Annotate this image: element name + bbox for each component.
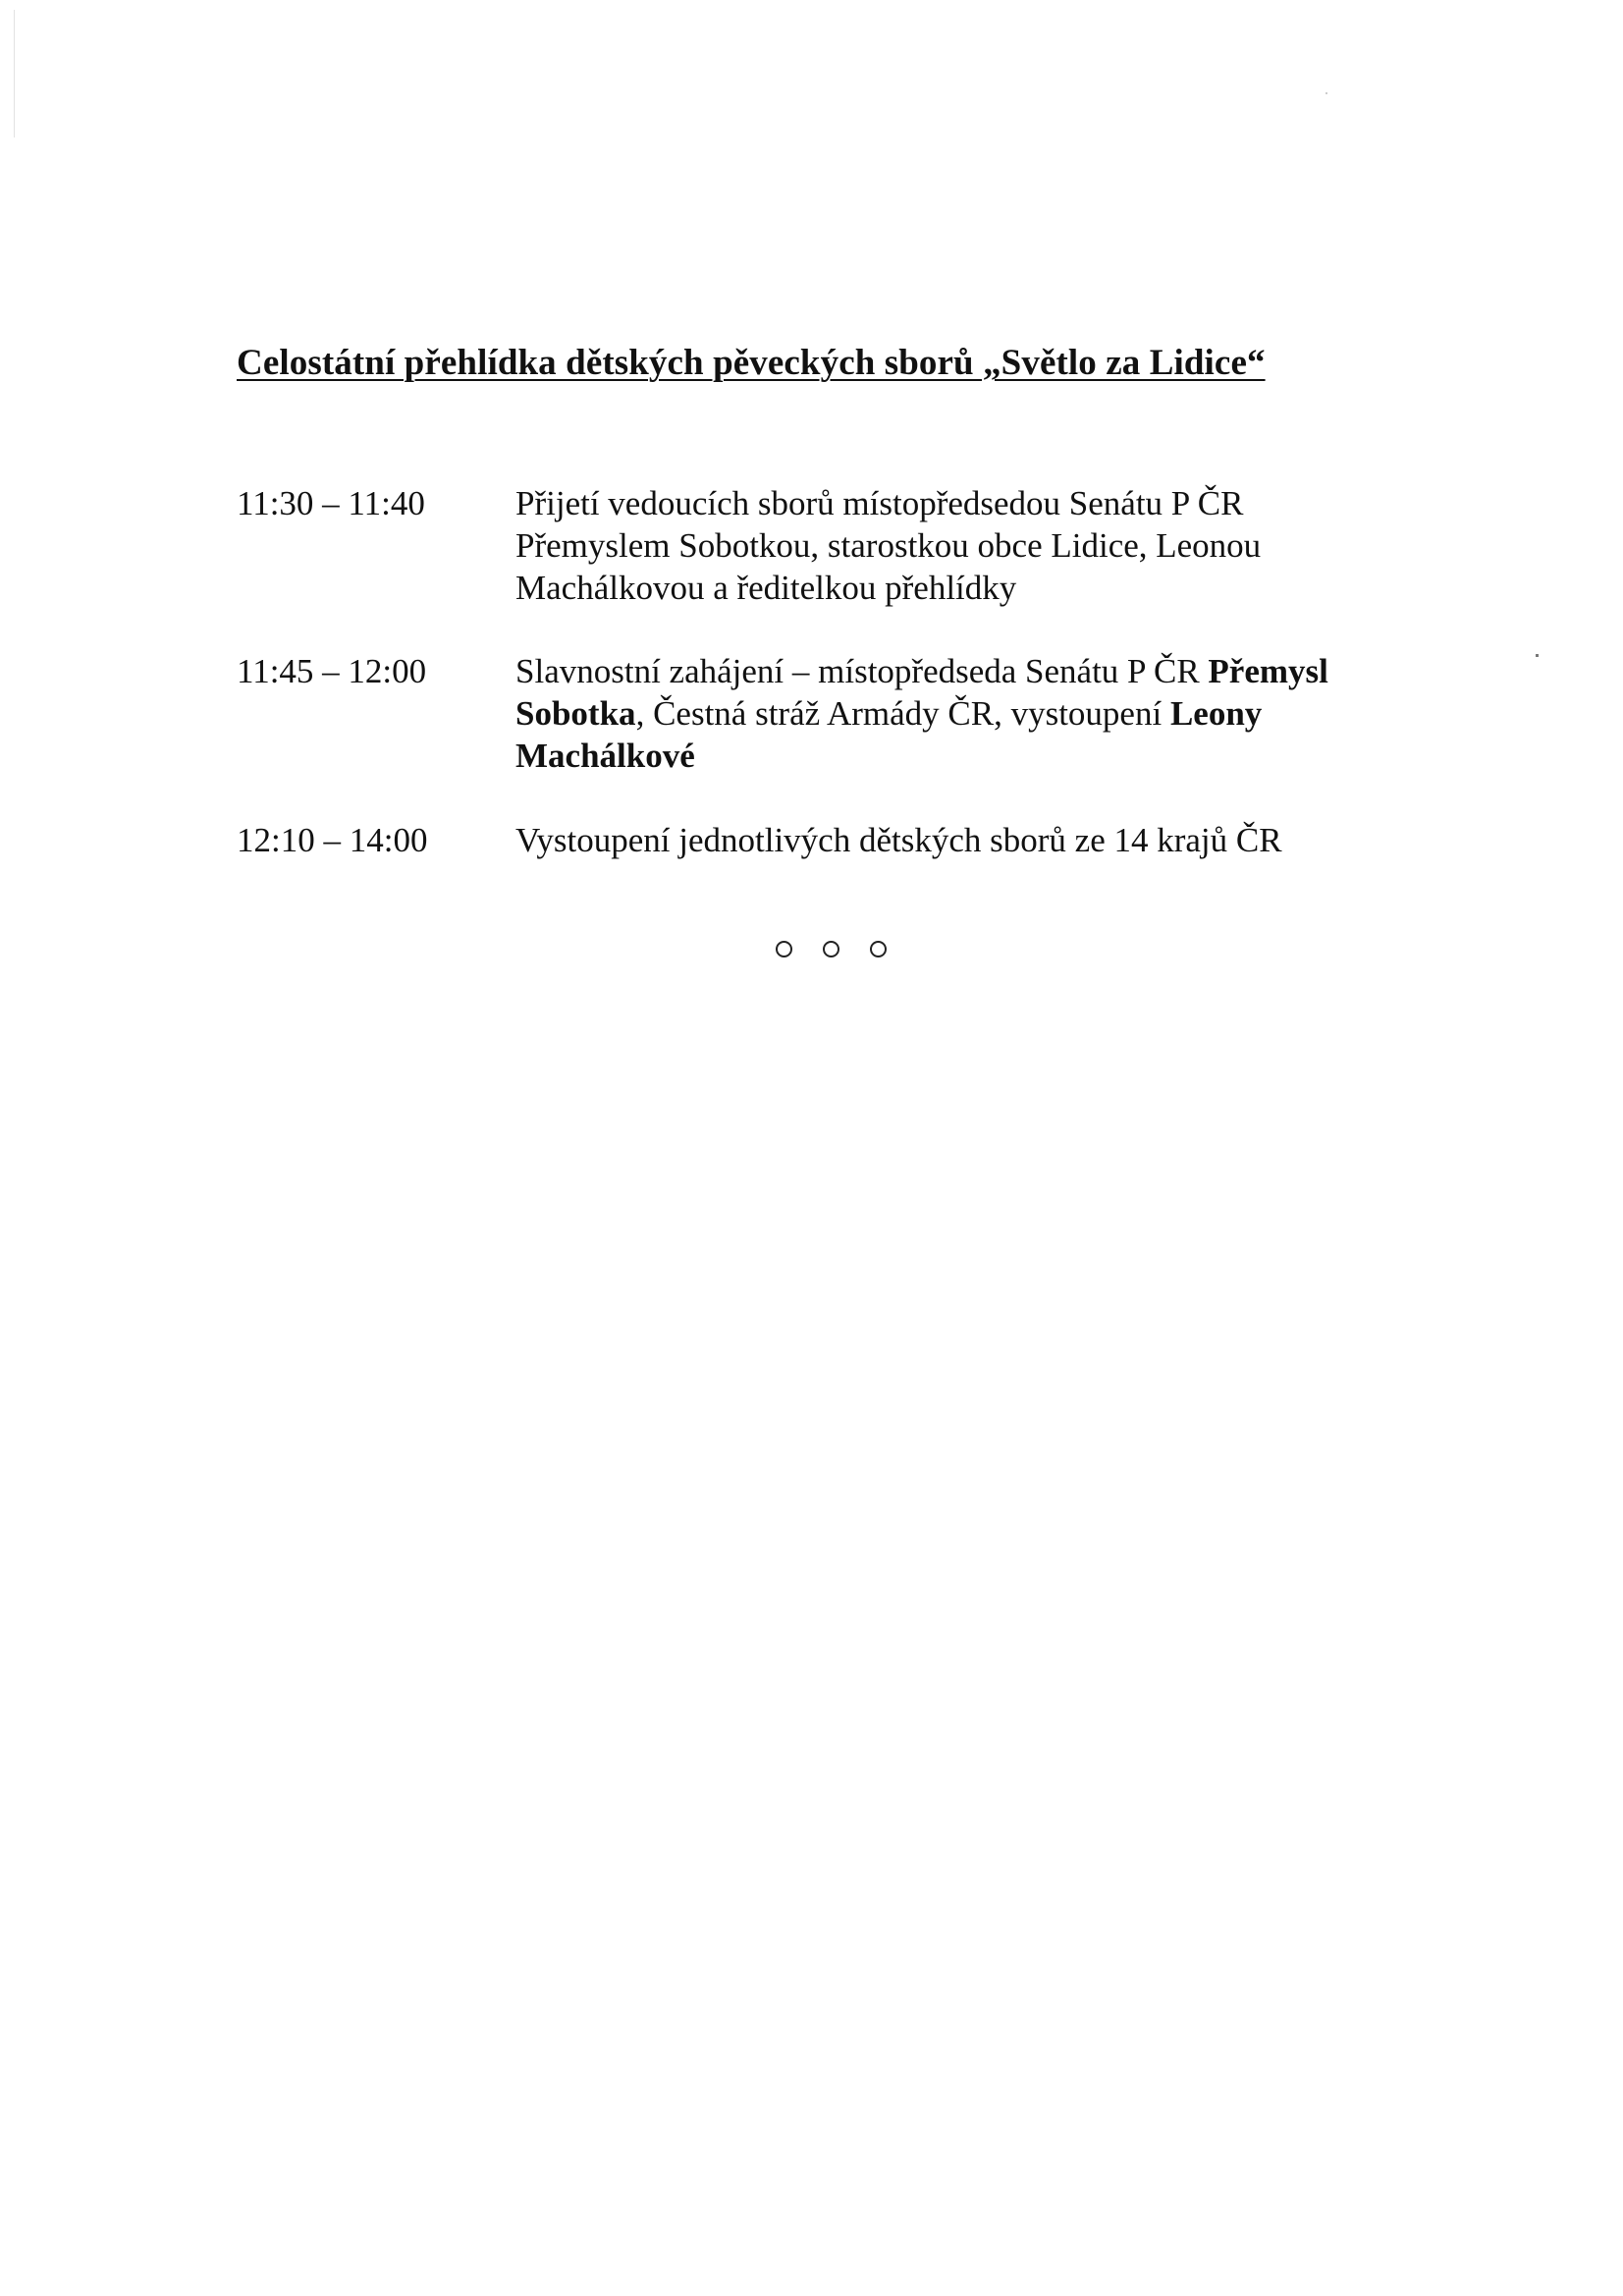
circle-icon bbox=[870, 941, 887, 957]
schedule-time: 11:30 – 11:40 bbox=[237, 484, 425, 522]
performer-name-bold: Leony Machálkové bbox=[515, 694, 1263, 775]
circle-icon bbox=[823, 941, 839, 957]
schedule-time: 11:45 – 12:00 bbox=[237, 652, 427, 690]
schedule-description-line: Vystoupení jednotlivých dětských sborů ze 14 krajů ČR bbox=[515, 821, 1282, 859]
speaker-name-bold: Přemysl Sobotka bbox=[515, 652, 1328, 733]
schedule-description-text: Slavnostní zahájení – místopředseda Senátu P ČR bbox=[515, 652, 1209, 690]
schedule-description bbox=[515, 650, 1399, 777]
schedule-description-text: , Čestná stráž Armády ČR, vystoupení bbox=[635, 694, 1170, 733]
schedule-time: 12:10 – 14:00 bbox=[237, 821, 428, 859]
three-circles-divider-icon bbox=[776, 941, 887, 957]
schedule-description-line: Přemyslem Sobotkou, starostkou obce Lidice, Leonou bbox=[515, 526, 1262, 565]
schedule-description-line: Přijetí vedoucích sborů místopředsedou Senátu P ČR bbox=[515, 484, 1244, 522]
scan-artifact bbox=[14, 10, 15, 137]
schedule-description bbox=[515, 819, 1399, 861]
scan-artifact bbox=[1325, 92, 1327, 94]
document-title: Celostátní přehlídka dětských pěveckých sborů „Světlo za Lidice“ bbox=[237, 343, 1266, 383]
circle-icon bbox=[776, 941, 792, 957]
schedule-description-line: Machálkovou a ředitelkou přehlídky bbox=[515, 569, 1017, 607]
scan-artifact bbox=[1536, 654, 1539, 657]
schedule-description bbox=[515, 482, 1399, 609]
